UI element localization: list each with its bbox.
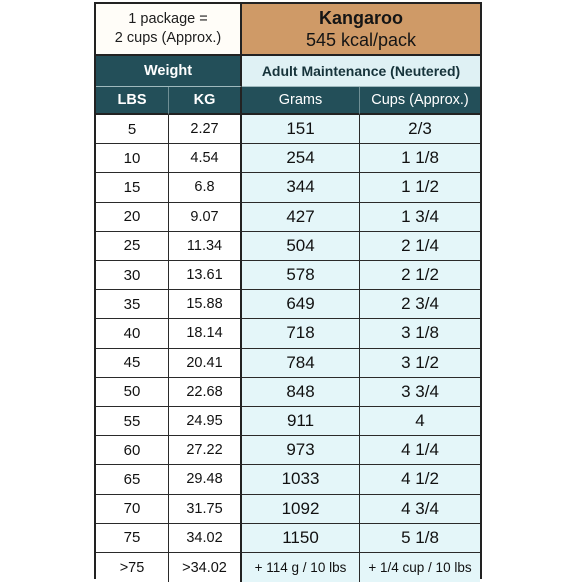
table-row bbox=[96, 553, 480, 582]
cell-grams: + 114 g / 10 lbs bbox=[242, 553, 360, 582]
table-row bbox=[96, 495, 480, 524]
cell-grams: 151 bbox=[242, 115, 360, 144]
column-header-cups: Cups (Approx.) bbox=[360, 87, 480, 115]
table-row bbox=[96, 203, 480, 232]
cell-cups: 4 1/2 bbox=[360, 465, 480, 494]
cell-kg: 20.41 bbox=[169, 349, 242, 378]
cell-grams: 1092 bbox=[242, 495, 360, 524]
cell-kg: 2.27 bbox=[169, 115, 242, 144]
column-header-kg: KG bbox=[169, 87, 242, 115]
cell-cups: 3 1/2 bbox=[360, 349, 480, 378]
package-note-line1: 1 package = bbox=[128, 11, 208, 27]
cell-cups: 3 1/8 bbox=[360, 319, 480, 348]
cell-grams: 504 bbox=[242, 232, 360, 261]
cell-grams: 254 bbox=[242, 144, 360, 173]
cell-cups: 2 1/4 bbox=[360, 232, 480, 261]
table-row bbox=[96, 115, 480, 144]
cell-cups: 4 3/4 bbox=[360, 495, 480, 524]
cell-kg: 6.8 bbox=[169, 173, 242, 202]
cell-lbs: 50 bbox=[96, 378, 169, 407]
cell-grams: 344 bbox=[242, 173, 360, 202]
cell-kg: 4.54 bbox=[169, 144, 242, 173]
cell-cups: 2 1/2 bbox=[360, 261, 480, 290]
cell-grams: 1033 bbox=[242, 465, 360, 494]
cell-cups: 3 3/4 bbox=[360, 378, 480, 407]
cell-grams: 848 bbox=[242, 378, 360, 407]
cell-cups: 1 3/4 bbox=[360, 203, 480, 232]
cell-lbs: 20 bbox=[96, 203, 169, 232]
cell-lbs: 70 bbox=[96, 495, 169, 524]
cell-lbs: 30 bbox=[96, 261, 169, 290]
product-kcal: 545 kcal/pack bbox=[305, 29, 417, 50]
cell-kg: 34.02 bbox=[169, 524, 242, 553]
cell-kg: 9.07 bbox=[169, 203, 242, 232]
cell-cups: 2 3/4 bbox=[360, 290, 480, 319]
cell-lbs: >75 bbox=[96, 553, 169, 582]
cell-lbs: 65 bbox=[96, 465, 169, 494]
weight-header: Weight bbox=[96, 56, 242, 87]
column-header-grams: Grams bbox=[242, 87, 360, 115]
cell-grams: 911 bbox=[242, 407, 360, 436]
cell-lbs: 60 bbox=[96, 436, 169, 465]
maintenance-header: Adult Maintenance (Neutered) bbox=[242, 56, 480, 87]
package-note bbox=[96, 4, 242, 56]
cell-cups: 2/3 bbox=[360, 115, 480, 144]
cell-lbs: 75 bbox=[96, 524, 169, 553]
cell-grams: 1150 bbox=[242, 524, 360, 553]
cell-kg: 22.68 bbox=[169, 378, 242, 407]
cell-cups: + 1/4 cup / 10 lbs bbox=[360, 553, 480, 582]
column-header-lbs: LBS bbox=[96, 87, 169, 115]
cell-kg: 18.14 bbox=[169, 319, 242, 348]
cell-lbs: 45 bbox=[96, 349, 169, 378]
table-row bbox=[96, 144, 480, 173]
cell-lbs: 35 bbox=[96, 290, 169, 319]
cell-lbs: 25 bbox=[96, 232, 169, 261]
table-row bbox=[96, 407, 480, 436]
cell-kg: 27.22 bbox=[169, 436, 242, 465]
package-note-line2: 2 cups (Approx.) bbox=[114, 30, 222, 46]
product-header bbox=[242, 4, 480, 56]
table-row bbox=[96, 232, 480, 261]
cell-grams: 973 bbox=[242, 436, 360, 465]
cell-kg: 24.95 bbox=[169, 407, 242, 436]
cell-lbs: 5 bbox=[96, 115, 169, 144]
table-row bbox=[96, 173, 480, 202]
cell-lbs: 15 bbox=[96, 173, 169, 202]
cell-grams: 649 bbox=[242, 290, 360, 319]
cell-kg: 13.61 bbox=[169, 261, 242, 290]
cell-lbs: 10 bbox=[96, 144, 169, 173]
cell-grams: 784 bbox=[242, 349, 360, 378]
product-name: Kangaroo bbox=[318, 7, 403, 28]
cell-kg: 29.48 bbox=[169, 465, 242, 494]
cell-grams: 427 bbox=[242, 203, 360, 232]
feeding-chart-table bbox=[94, 2, 482, 579]
cell-cups: 5 1/8 bbox=[360, 524, 480, 553]
cell-cups: 4 bbox=[360, 407, 480, 436]
cell-cups: 1 1/8 bbox=[360, 144, 480, 173]
cell-kg: 11.34 bbox=[169, 232, 242, 261]
table-row bbox=[96, 465, 480, 494]
table-row bbox=[96, 524, 480, 553]
cell-kg: 31.75 bbox=[169, 495, 242, 524]
cell-lbs: 55 bbox=[96, 407, 169, 436]
cell-cups: 1 1/2 bbox=[360, 173, 480, 202]
table-row bbox=[96, 290, 480, 319]
table-row bbox=[96, 436, 480, 465]
cell-grams: 718 bbox=[242, 319, 360, 348]
cell-cups: 4 1/4 bbox=[360, 436, 480, 465]
table-row bbox=[96, 349, 480, 378]
cell-grams: 578 bbox=[242, 261, 360, 290]
table-row bbox=[96, 319, 480, 348]
table-row bbox=[96, 261, 480, 290]
cell-lbs: 40 bbox=[96, 319, 169, 348]
cell-kg: >34.02 bbox=[169, 553, 242, 582]
cell-kg: 15.88 bbox=[169, 290, 242, 319]
table-row bbox=[96, 378, 480, 407]
